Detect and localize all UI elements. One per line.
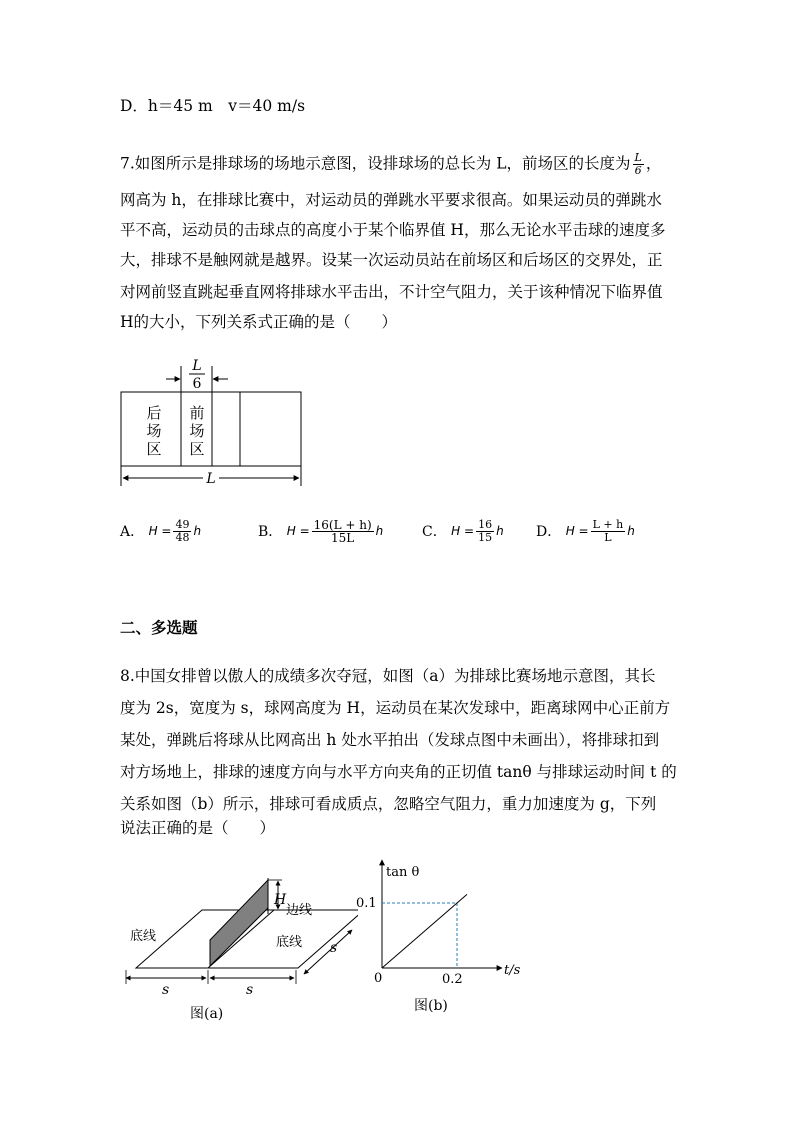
q7-option-c[interactable]: C． H = $\frac{16}{15}$ h — [422, 517, 504, 544]
back-zone-label-1: 后 — [146, 404, 162, 422]
sideline-label: 边线 — [286, 903, 313, 918]
q8-line-5: 关系如图（b）所示，排球可看成质点，忽略空气阻力，重力加速度为 g，下列 — [120, 795, 657, 813]
q7-line-1: 7.如图所示是排球场的场地示意图，设排球场的总长为 L，前场区的长度为 $\frac{L}{6}$ ， — [120, 151, 662, 177]
length-label: L — [206, 471, 216, 487]
baseline-left-label: 底线 — [130, 929, 157, 944]
q7-inline-fraction: $\frac{L}{6}$ — [634, 151, 642, 177]
q8-line-1: 8.中国女排曾以傲人的成绩多次夺冠，如图（a）为排球比赛场地示意图，其长 — [120, 667, 656, 685]
fig-top-den: 6 — [192, 376, 202, 392]
h-label: H — [274, 892, 287, 908]
q7-line-4: 大，排球不是触网就是越界。设某一次运动员站在前场区和后场区的交界处，正 — [120, 251, 663, 269]
s-label-1: s — [162, 982, 170, 998]
q8-line-4: 对方场地上，排球的速度方向与水平方向夹角的正切值 tanθ 与排球运动时间 t 的 — [120, 763, 677, 781]
back-zone-label-3: 区 — [146, 440, 162, 458]
q8-line-2: 度为 2s，宽度为 s，球网高度为 H，运动员在某次发球中，距离球网中心正前方 — [120, 699, 671, 717]
caption-b: 图(b) — [414, 998, 448, 1014]
front-zone-label-2: 场 — [189, 422, 205, 440]
s-label-2: s — [246, 982, 254, 998]
q7-line-2: 网高为 h，在排球比赛中，对运动员的弹跳水平要求很高。如果运动员的弹跳水 — [120, 191, 662, 209]
q7-line-6: H的大小，下列关系式正确的是（ ） — [120, 313, 398, 331]
x-tick-label: 0.2 — [442, 972, 463, 987]
data-line — [382, 894, 467, 968]
s-label-side: s — [330, 940, 338, 956]
q7-option-d[interactable]: D． H = $\frac{L + h}{L}$ h — [536, 517, 635, 544]
q8-line-3: 某处，弹跳后将球从比网高出 h 处水平拍出（发球点图中未画出），将排球扣到 — [120, 731, 660, 749]
q7-line-3: 平不高，运动员的击球点的高度小于某个临界值 H，那么无论水平击球的速度多 — [120, 221, 666, 239]
front-zone-label-1: 前 — [189, 404, 205, 422]
x-axis-label: t/s — [504, 963, 521, 978]
section-title: 二、多选题 — [120, 619, 198, 637]
q8-line-6: 说法正确的是（ ） — [120, 819, 276, 837]
court-diagram — [110, 352, 315, 492]
y-tick-label: 0.1 — [356, 896, 377, 911]
figure-a-court — [118, 862, 358, 1022]
q7-line-5: 对网前竖直跳起垂直网将排球水平击出，不计空气阻力，关于该种情况下临界值 — [120, 283, 663, 301]
q7-option-a[interactable]: A． H = $\frac{49}{48}$ h — [120, 517, 202, 544]
back-zone-label-2: 场 — [146, 422, 162, 440]
y-axis-label: tan θ — [386, 865, 420, 880]
s-dim-side — [304, 930, 352, 974]
figure-b-chart — [352, 856, 527, 1022]
front-zone-label-3: 区 — [189, 440, 205, 458]
fig-top-num: L — [192, 358, 202, 374]
prev-option-d: D．h＝45 m v＝40 m/s — [120, 97, 306, 115]
q7-option-b[interactable]: B． H = $\frac{16(L + h)}{15L}$ h — [258, 517, 384, 545]
caption-a: 图(a) — [190, 1006, 224, 1022]
origin-label: 0 — [374, 971, 383, 986]
baseline-right-label: 底线 — [276, 935, 303, 950]
